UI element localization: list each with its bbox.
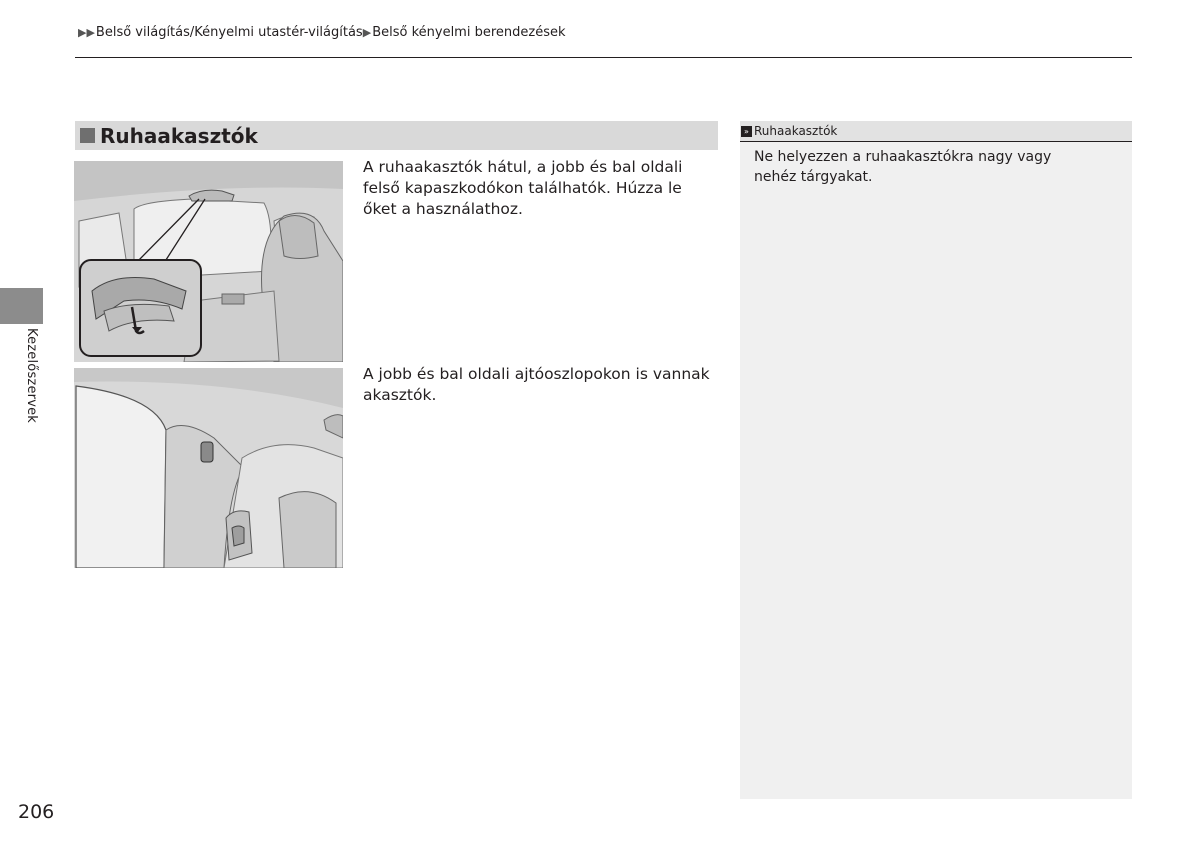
notes-header — [740, 121, 1132, 142]
double-arrow-icon: ▶▶ — [78, 26, 95, 39]
chapter-label: Kezelőszervek — [24, 328, 39, 424]
coat-hook-handle-illustration — [74, 161, 343, 362]
header-rule — [75, 57, 1132, 58]
chapter-tab[interactable] — [0, 288, 43, 324]
notes-title: Ruhaakasztók — [754, 124, 838, 138]
section-marker-icon — [80, 128, 95, 143]
note-arrow-icon: » — [741, 126, 752, 137]
section-title: Ruhaakasztók — [100, 123, 258, 148]
breadcrumb — [78, 25, 566, 40]
pillar-hook-illustration — [74, 368, 343, 568]
breadcrumb-item-2[interactable]: Belső kényelmi berendezések — [372, 25, 566, 40]
paragraph-rear-hooks: A ruhaakasztók hátul, a jobb és bal oldali felső kapaszkodókon találhatók. Húzza le őket a használathoz. — [363, 158, 683, 218]
page-number: 206 — [18, 801, 55, 823]
notes-text: Ne helyezzen a ruhaakasztókra nagy vagy nehéz tárgyakat. — [754, 149, 1052, 185]
notes-panel — [740, 121, 1132, 799]
paragraph-pillar-hooks: A jobb és bal oldali ajtóoszlopokon is vannak akasztók. — [363, 365, 710, 404]
arrow-icon: ▶ — [362, 26, 372, 39]
section-header — [75, 121, 718, 150]
breadcrumb-item-1[interactable]: Belső világítás/Kényelmi utastér-világítás — [95, 25, 363, 40]
